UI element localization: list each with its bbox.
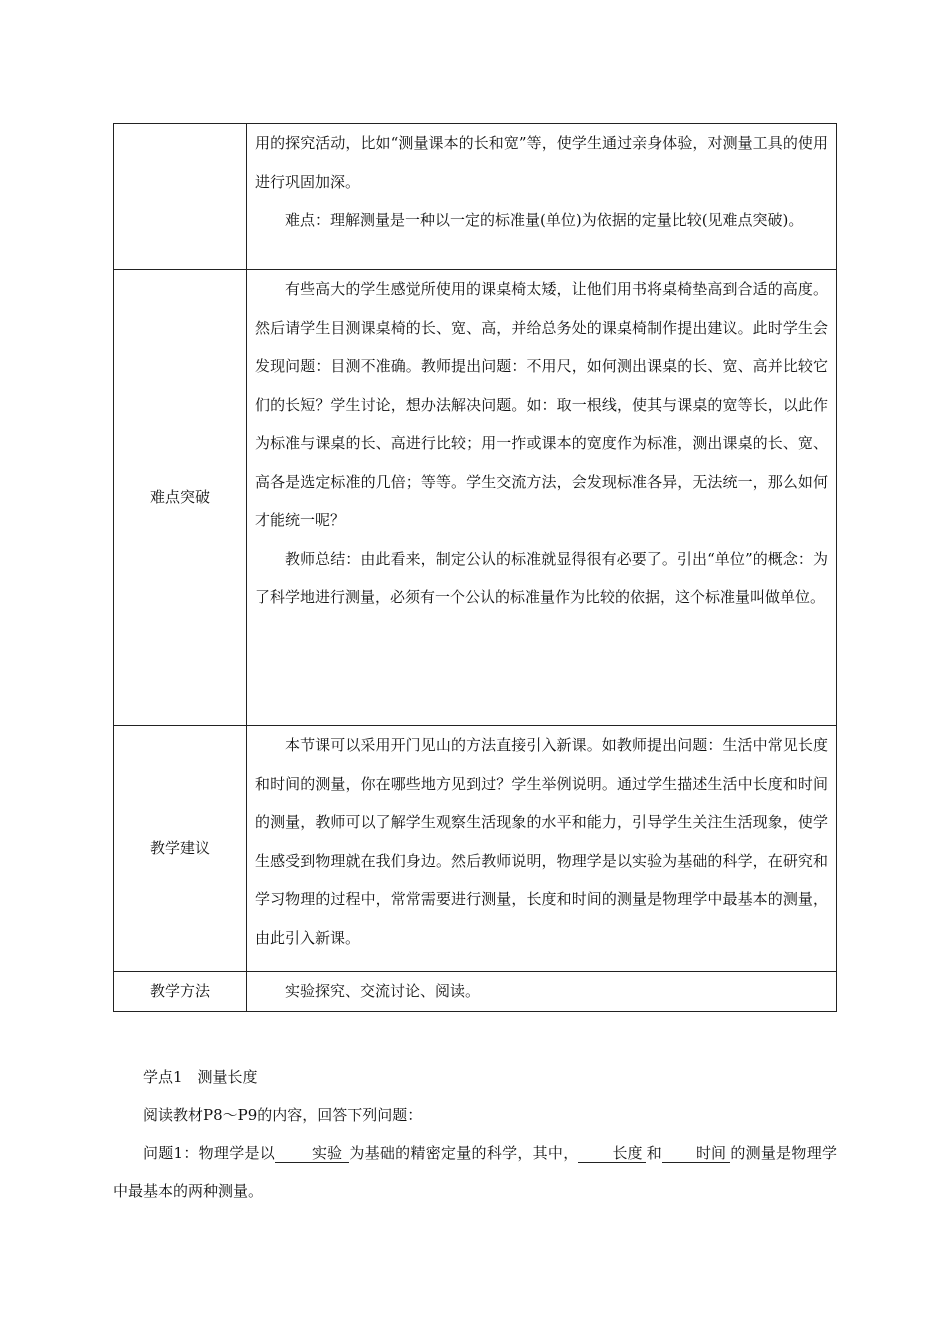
answer-blank: 时间 [662,1144,730,1163]
lesson-plan-table [113,123,837,1012]
row-content [247,270,837,726]
paragraph: 有些高大的学生感觉所使用的课桌椅太矮，让他们用书将桌椅垫高到合适的高度。然后请学生目测课桌椅的长、宽、高，并给总务处的课桌椅制作提出建议。此时学生会发现问题：目测不准确。教师提出问题：不用尺，如何测出课桌的长、宽、高并比较它们的长短？学生讨论，想办法解决问题。如：取一根线，使其与课桌的宽等长，以此作为标准与课桌的长、高进行比较；用一拃或课本的宽度作为标准，测出课桌的长、宽、高各是选定标准的几倍；等等。学生交流方法，会发现标准各异，无法统一，那么如何才能统一呢？ [255,280,828,529]
paragraph: 用的探究活动，比如“测量课本的长和宽”等，使学生通过亲身体验，对测量工具的使用进行巩固加深。 [255,134,828,191]
row-content [247,726,837,972]
table-row [114,972,837,1012]
row-content [247,124,837,270]
question-suffix: 的测量是物理学中最基本的两种测量。 [113,1144,837,1200]
row-label: 教学方法 [114,972,247,1012]
table-row [114,726,837,972]
section-heading: 学点1 测量长度 [143,1068,258,1086]
paragraph: 难点：理解测量是一种以一定的标准量(单位)为依据的定量比较(见难点突破)。 [285,211,804,229]
row-label: 教学建议 [114,726,247,972]
question-1 [113,1134,837,1210]
row-label: 难点突破 [114,270,247,726]
paragraph: 本节课可以采用开门见山的方法直接引入新课。如教师提出问题：生活中常见长度和时间的测量，你在哪些地方见到过？学生举例说明。通过学生描述生活中长度和时间的测量，教师可以了解学生观察生活现象的水平和能力，引导学生关注生活现象，使学生感受到物理就在我们身边。然后教师说明，物理学是以实验为基础的科学，在研究和学习物理的过程中，常常需要进行测量，长度和时间的测量是物理学中最基本的测量，由此引入新课。 [255,736,828,947]
answer-blank: 长度 [578,1144,646,1163]
paragraph: 教师总结：由此看来，制定公认的标准就显得很有必要了。引出“单位”的概念：为了科学地进行测量，必须有一个公认的标准量作为比较的依据，这个标准量叫做单位。 [255,549,828,606]
table-row [114,270,837,726]
question-text: 和 [646,1144,663,1162]
study-section [113,1058,837,1210]
table-row [114,124,837,270]
question-prefix: 问题1：物理学是以 [143,1144,276,1162]
paragraph: 实验探究、交流讨论、阅读。 [285,982,481,1000]
reading-instruction: 阅读教材P8～P9的内容，回答下列问题： [143,1106,423,1124]
row-label [114,124,247,270]
question-text: 为基础的精密定量的科学，其中， [349,1144,579,1162]
row-content [247,972,837,1012]
answer-blank: 实验 [275,1144,349,1163]
